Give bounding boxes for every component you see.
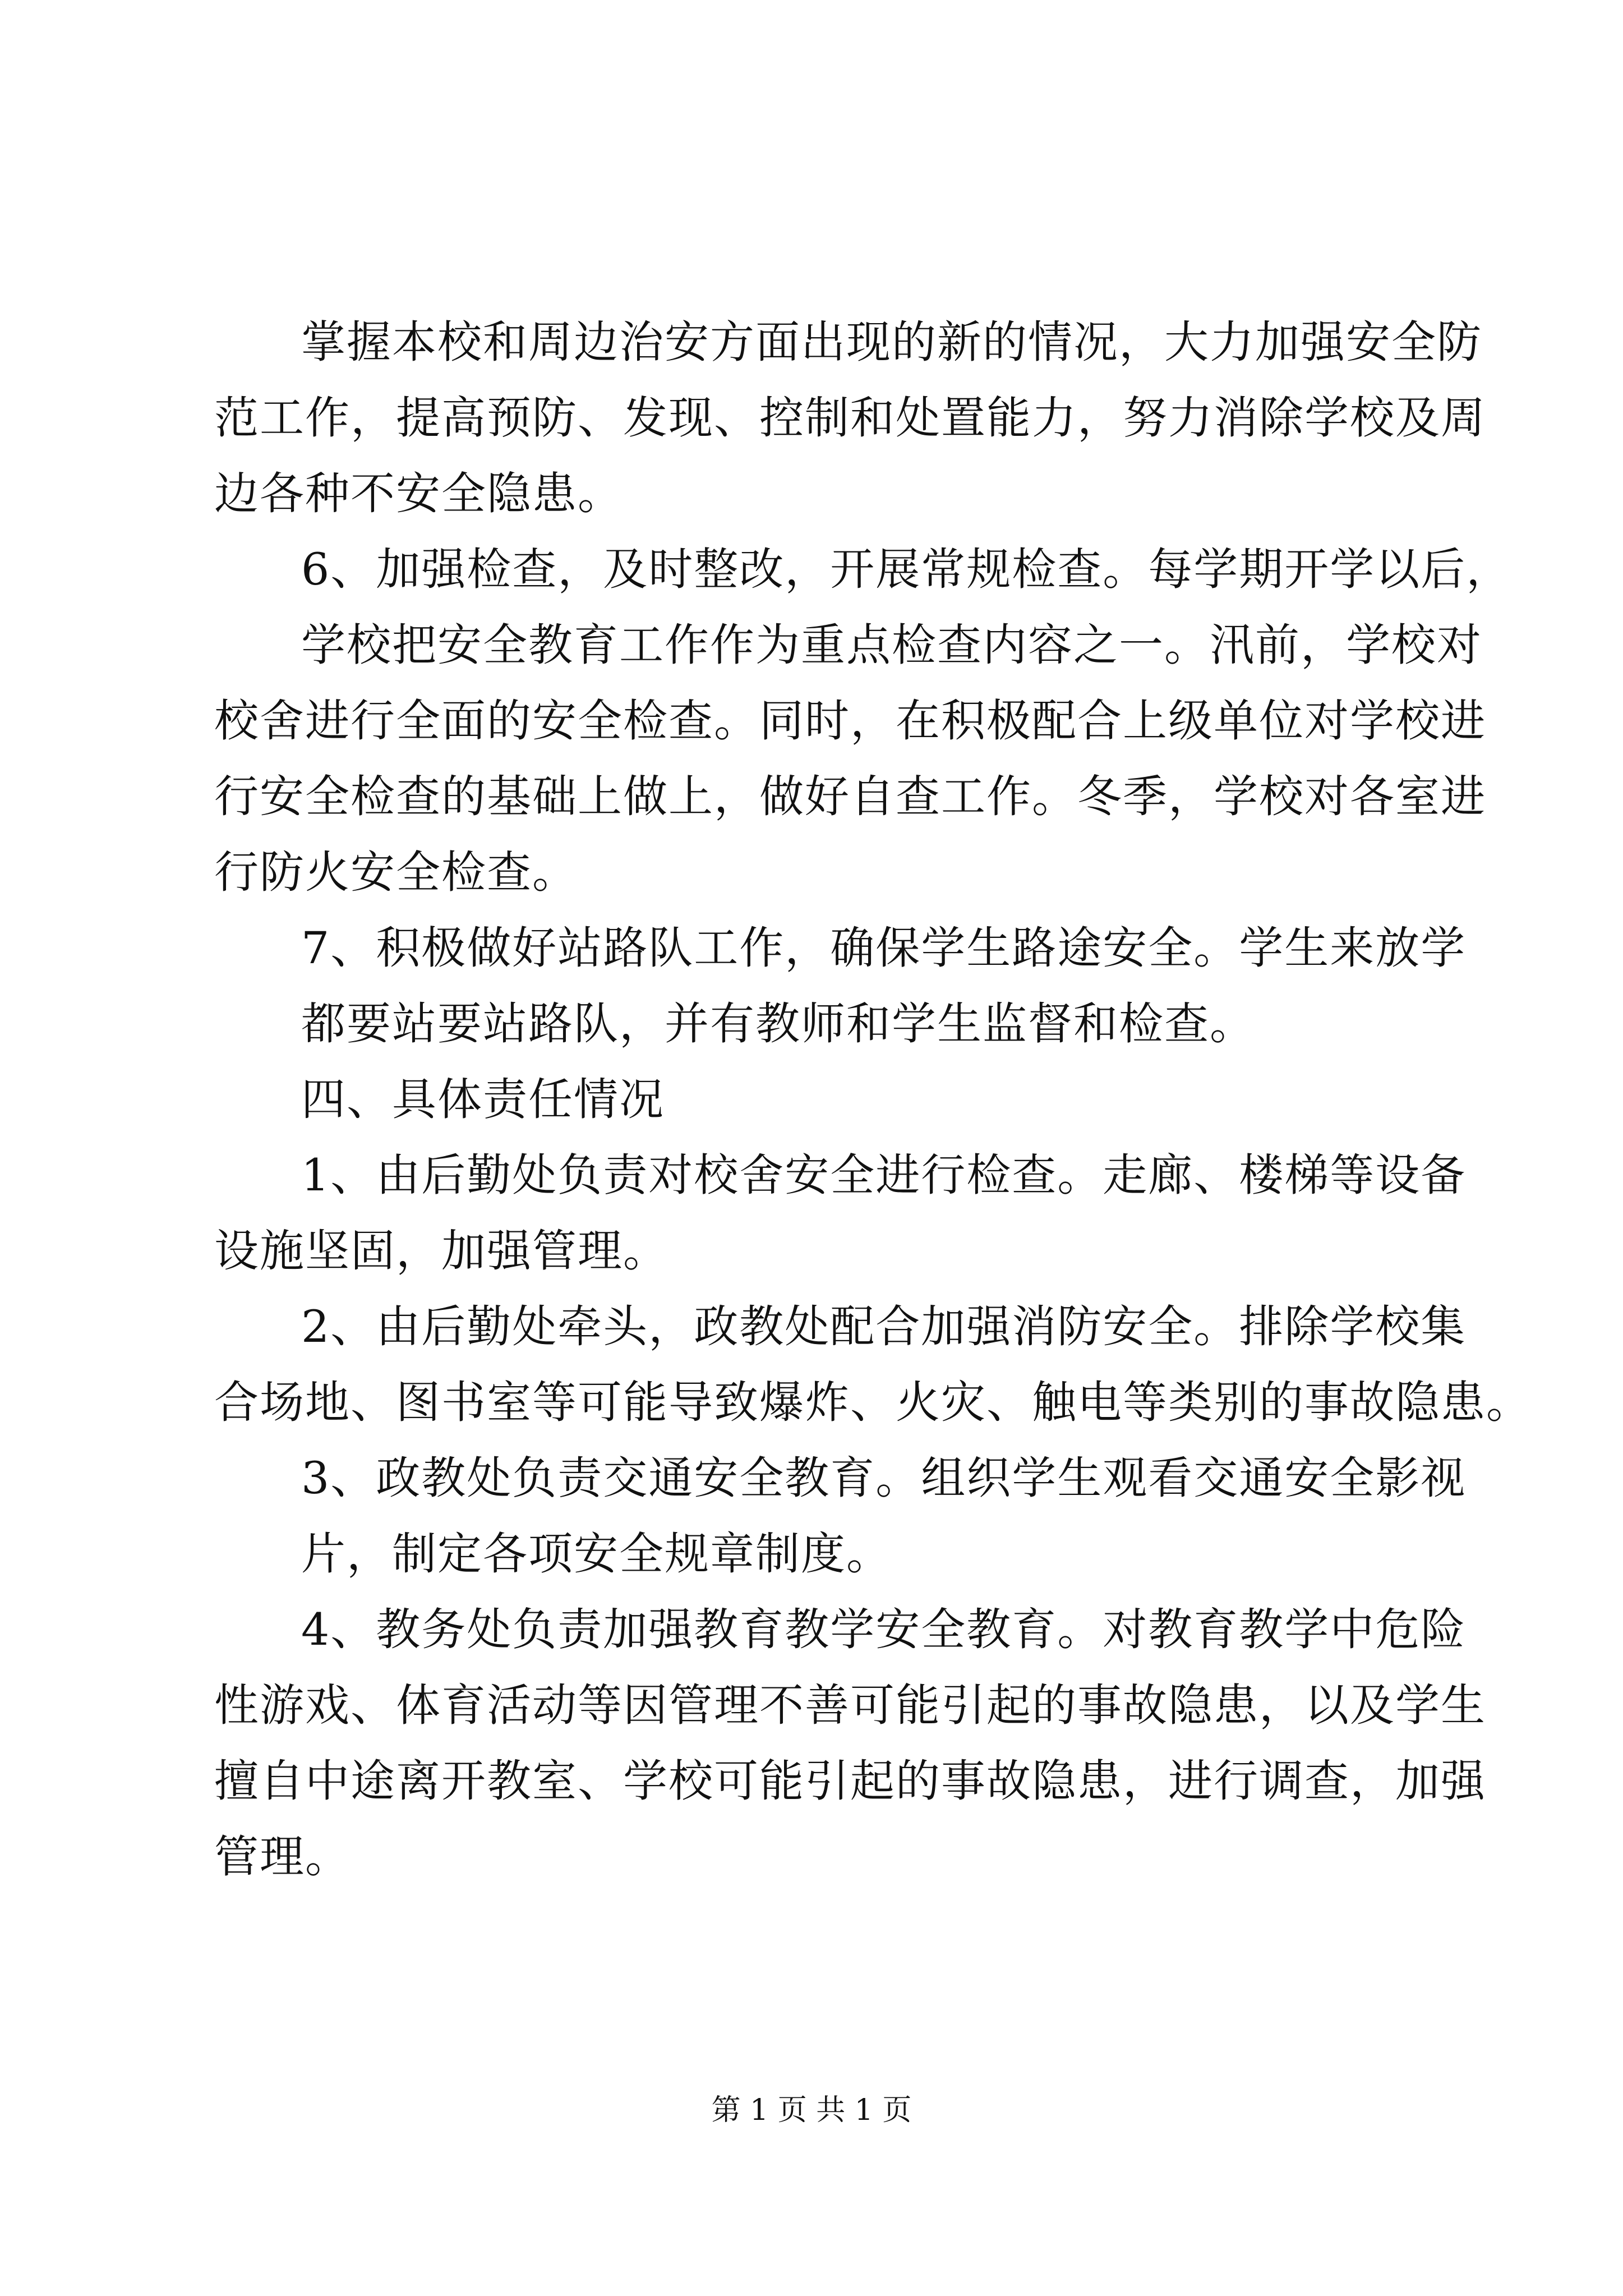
text-line: 擅自中途离开教室、学校可能引起的事故隐患，进行调查，加强 — [214, 1755, 1486, 1807]
text-line: 管理。 — [214, 1831, 351, 1883]
page-footer: 第 1 页 共 1 页 — [711, 2093, 912, 2127]
text-line: 片，制定各项安全规章制度。 — [301, 1528, 892, 1580]
text-line: 2、由后勤处牵头，政教处配合加强消防安全。排除学校集 — [301, 1301, 1467, 1352]
text-line: 范工作，提高预防、发现、控制和处置能力，努力消除学校及周 — [214, 392, 1486, 444]
text-line: 7、积极做好站路队工作，确保学生路途安全。学生来放学 — [301, 922, 1467, 974]
text-line: 学校把安全教育工作作为重点检查内容之一。汛前，学校对 — [301, 619, 1482, 671]
text-line: 6、加强检查，及时整改，开展常规检查。每学期开学以后， — [301, 544, 1512, 595]
text-line: 性游戏、体育活动等因管理不善可能引起的事故隐患，以及学生 — [214, 1680, 1486, 1731]
text-line: 行安全检查的基础上做上，做好自查工作。冬季，学校对各室进 — [214, 771, 1486, 822]
text-line: 校舍进行全面的安全检查。同时，在积极配合上级单位对学校进 — [214, 695, 1486, 747]
text-line: 设施坚固，加强管理。 — [214, 1225, 668, 1277]
text-line: 边各种不安全隐患。 — [214, 468, 623, 519]
text-line: 合场地、图书室等可能导致爆炸、火灾、触电等类别的事故隐患。 — [214, 1377, 1532, 1428]
text-line: 1、由后勤处负责对校舍安全进行检查。走廊、楼梯等设备 — [301, 1149, 1467, 1201]
text-line: 3、政教处负责交通安全教育。组织学生观看交通安全影视 — [301, 1452, 1467, 1504]
text-line: 4、教务处负责加强教育教学安全教育。对教育教学中危险 — [301, 1604, 1467, 1655]
text-line: 行防火安全检查。 — [214, 846, 578, 898]
section-heading: 四、具体责任情况 — [301, 1074, 665, 1125]
text-line: 掌握本校和周边治安方面出现的新的情况，大力加强安全防 — [301, 316, 1482, 368]
text-line: 都要站要站路队，并有教师和学生监督和检查。 — [301, 998, 1255, 1050]
